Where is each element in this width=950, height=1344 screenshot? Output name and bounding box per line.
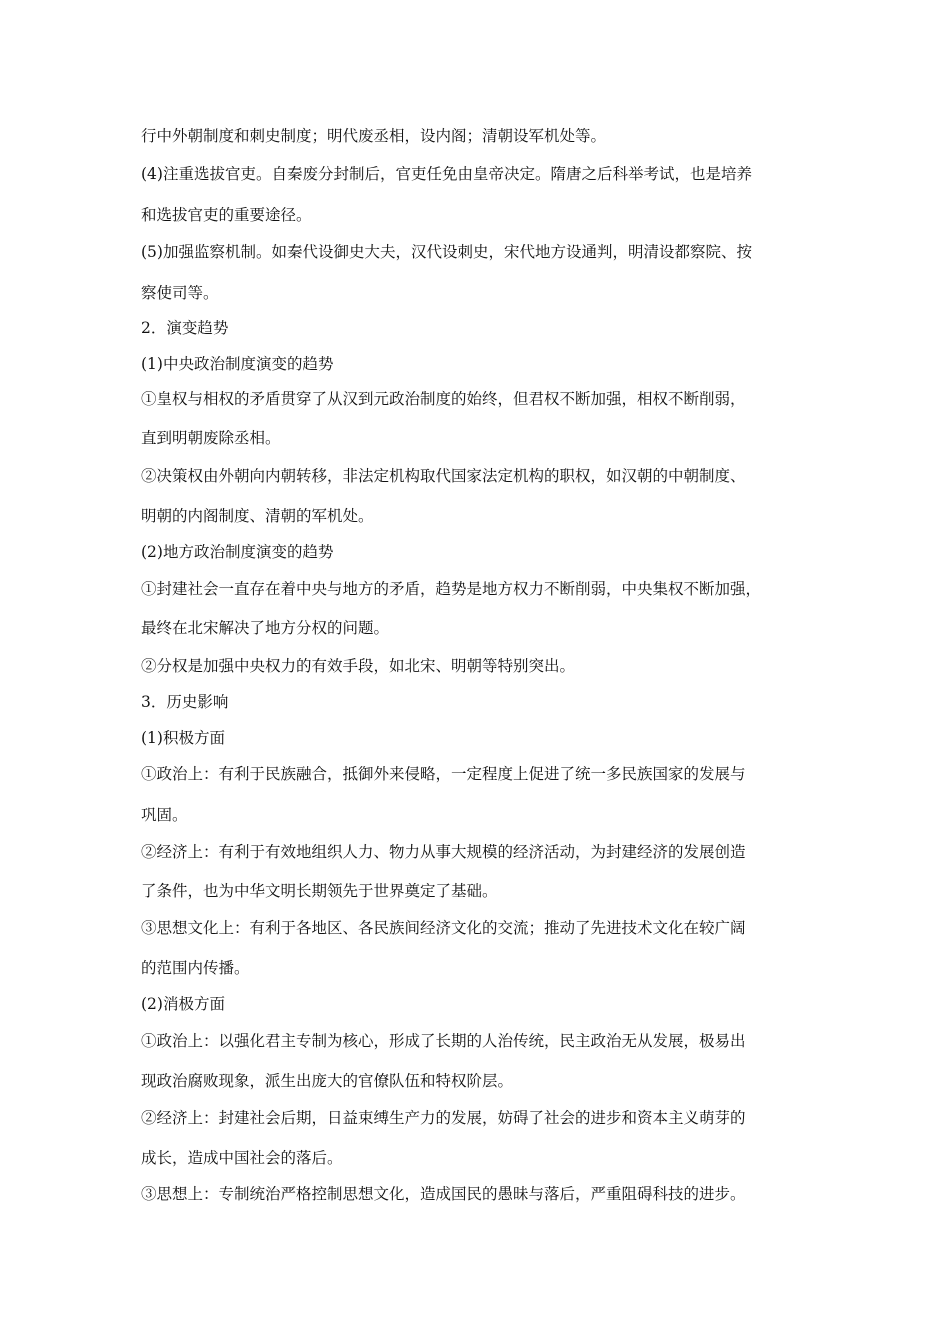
text-line: 明朝的内阁制度、清朝的军机处。 <box>141 507 374 525</box>
text-line: 巩固。 <box>141 806 188 824</box>
text-line: ③思想上：专制统治严格控制思想文化，造成国民的愚昧与落后，严重阻碍科技的进步。 <box>141 1185 746 1203</box>
text-line: ①政治上：以强化君主专制为核心，形成了长期的人治传统，民主政治无从发展，极易出 <box>141 1032 746 1050</box>
text-line: 成长，造成中国社会的落后。 <box>141 1149 343 1167</box>
text-line: (4)注重选拔官吏。自秦废分封制后，官吏任免由皇帝决定。隋唐之后科举考试，也是培养 <box>141 165 752 183</box>
text-line: 最终在北宋解决了地方分权的问题。 <box>141 619 390 637</box>
text-line: ②经济上：封建社会后期，日益束缚生产力的发展，妨碍了社会的进步和资本主义萌芽的 <box>141 1109 746 1127</box>
text-line: ③思想文化上：有利于各地区、各民族间经济文化的交流；推动了先进技术文化在较广阔 <box>141 919 746 937</box>
text-line: 和选拔官吏的重要途径。 <box>141 206 312 224</box>
text-line: 了条件，也为中华文明长期领先于世界奠定了基础。 <box>141 882 498 900</box>
section-heading: 2．演变趋势 <box>141 319 229 337</box>
text-line: ②分权是加强中央权力的有效手段，如北宋、明朝等特别突出。 <box>141 657 576 675</box>
text-line: ①政治上：有利于民族融合，抵御外来侵略，一定程度上促进了统一多民族国家的发展与 <box>141 765 746 783</box>
text-line: ②经济上：有利于有效地组织人力、物力从事大规模的经济活动，为封建经济的发展创造 <box>141 843 746 861</box>
subsection-heading: (1)积极方面 <box>141 729 225 747</box>
text-line: ①封建社会一直存在着中央与地方的矛盾，趋势是地方权力不断削弱，中央集权不断加强， <box>141 580 762 598</box>
text-line: 察使司等。 <box>141 284 219 302</box>
subsection-heading: (2)消极方面 <box>141 995 225 1013</box>
subsection-heading: (1)中央政治制度演变的趋势 <box>141 355 334 373</box>
text-line: 的范围内传播。 <box>141 959 250 977</box>
text-line: 行中外朝制度和刺史制度；明代废丞相，设内阁；清朝设军机处等。 <box>141 127 607 145</box>
section-heading: 3．历史影响 <box>141 693 229 711</box>
text-line: ①皇权与相权的矛盾贯穿了从汉到元政治制度的始终，但君权不断加强，相权不断削弱， <box>141 390 746 408</box>
text-line: ②决策权由外朝向内朝转移，非法定机构取代国家法定机构的职权，如汉朝的中朝制度、 <box>141 467 746 485</box>
subsection-heading: (2)地方政治制度演变的趋势 <box>141 543 334 561</box>
text-line: (5)加强监察机制。如秦代设御史大夫，汉代设刺史，宋代地方设通判，明清设都察院、按 <box>141 243 752 261</box>
text-line: 现政治腐败现象，派生出庞大的官僚队伍和特权阶层。 <box>141 1072 514 1090</box>
text-line: 直到明朝废除丞相。 <box>141 429 281 447</box>
